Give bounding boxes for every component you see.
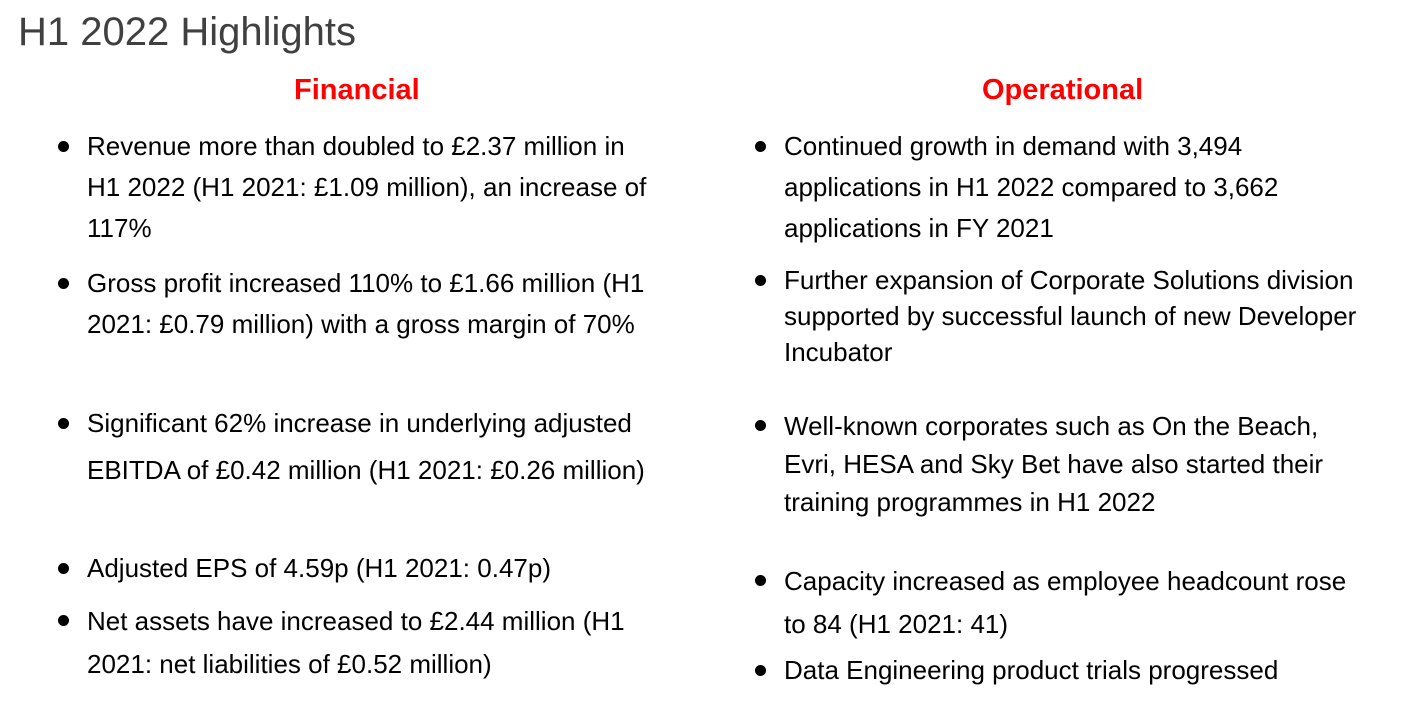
list-item <box>755 650 1375 691</box>
bullet-icon <box>755 575 766 586</box>
bullet-icon <box>58 563 69 574</box>
page-title: H1 2022 Highlights <box>18 10 356 54</box>
operational-heading: Operational <box>982 74 1144 106</box>
list-item-text: Well-known corporates such as On the Beach, Evri, HESA and Sky Bet have also started their training programmes in H1 2022 <box>784 411 1324 517</box>
list-item-text: Capacity increased as employee headcount rose to 84 (H1 2021: 41) <box>784 566 1347 639</box>
bullet-icon <box>755 420 766 431</box>
bullet-icon <box>755 665 766 676</box>
list-item <box>58 400 658 494</box>
bullet-icon <box>58 418 69 429</box>
list-item <box>755 262 1375 370</box>
list-item-text: Continued growth in demand with 3,494 applications in H1 2022 compared to 3,662 applications in FY 2021 <box>784 131 1279 243</box>
list-item-text: Further expansion of Corporate Solutions division supported by successful launch of new Developer Incubator <box>784 265 1357 367</box>
list-item <box>58 600 658 686</box>
list-item <box>58 263 658 345</box>
list-item-text: Data Engineering product trials progressed <box>784 655 1279 685</box>
bullet-icon <box>58 615 69 626</box>
list-item-text: Revenue more than doubled to £2.37 million in H1 2022 (H1 2021: £1.09 million), an increase of 117% <box>87 131 647 243</box>
list-item-text: Significant 62% increase in underlying adjusted EBITDA of £0.42 million (H1 2021: £0.26 million) <box>87 408 645 485</box>
bullet-icon <box>755 275 766 286</box>
list-item <box>755 126 1375 249</box>
list-item <box>755 560 1375 646</box>
list-item <box>58 548 658 589</box>
bullet-icon <box>755 141 766 152</box>
bullet-icon <box>58 141 69 152</box>
bullet-icon <box>58 278 69 289</box>
list-item <box>755 407 1375 521</box>
list-item-text: Adjusted EPS of 4.59p (H1 2021: 0.47p) <box>87 553 551 583</box>
list-item-text: Net assets have increased to £2.44 million (H1 2021: net liabilities of £0.52 million) <box>87 606 625 679</box>
list-item-text: Gross profit increased 110% to £1.66 million (H1 2021: £0.79 million) with a gross margin of 70% <box>87 268 645 339</box>
list-item <box>58 126 658 249</box>
financial-heading: Financial <box>294 74 420 106</box>
